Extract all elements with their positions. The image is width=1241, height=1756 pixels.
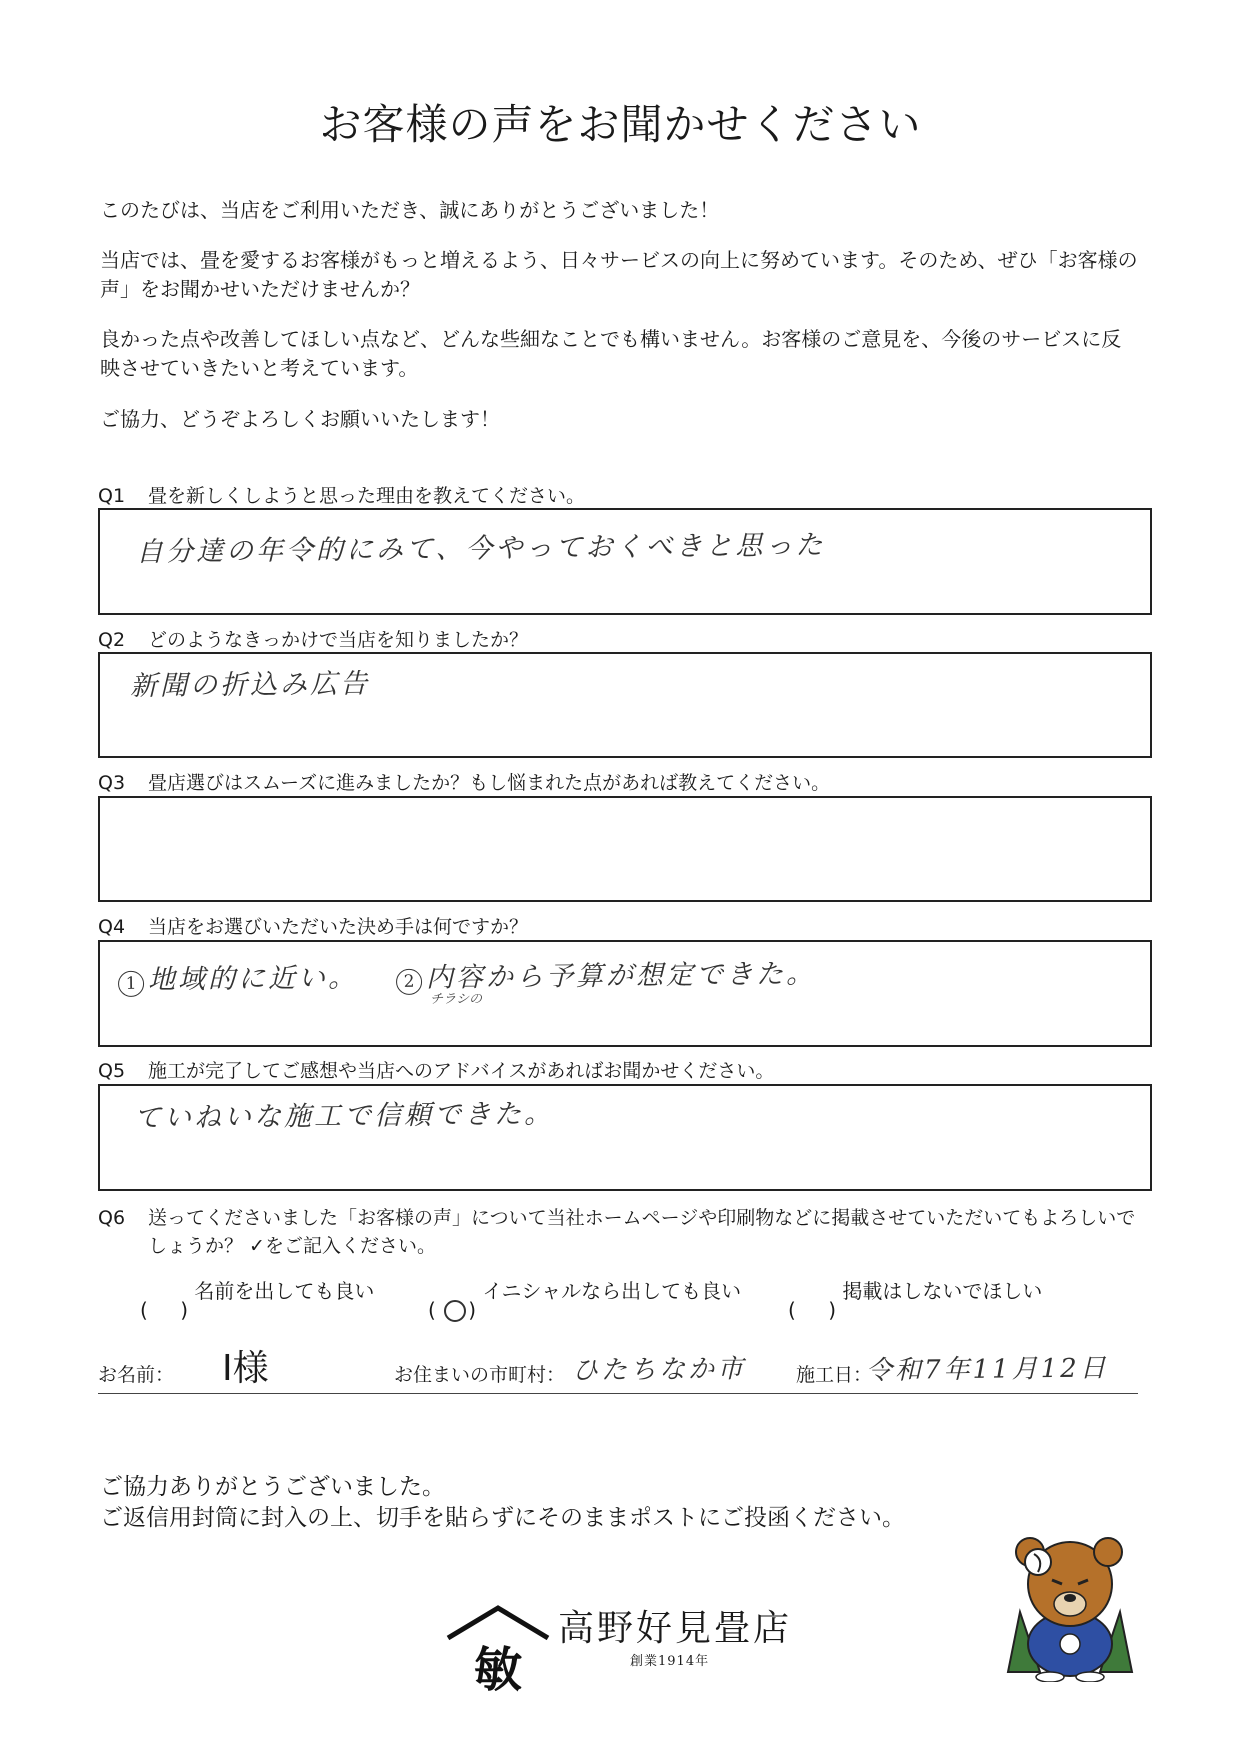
handwritten-answer-item-2: 2 内容から予算が想定できた。 — [396, 952, 816, 995]
handwritten-note: チラシの — [430, 992, 483, 1007]
page-title: お客様の声をお聞かせください — [319, 100, 922, 149]
circle-mark-icon — [444, 1300, 466, 1322]
circled-number: 2 — [396, 969, 422, 995]
question-number: Q3 — [98, 772, 126, 794]
circled-number: 1 — [118, 971, 144, 997]
question-number: Q6 — [98, 1207, 126, 1229]
handwritten-answer: 新聞の折込み広告 — [129, 668, 371, 702]
date-value[interactable]: 令和7年11月12日 — [865, 1353, 1109, 1386]
question-number: Q5 — [98, 1060, 126, 1082]
city-value[interactable]: ひたちなか市 — [571, 1354, 747, 1386]
name-label: お名前： — [98, 1364, 175, 1386]
shop-name: 高野好見畳店 — [558, 1608, 793, 1649]
question-text: どのようなきっかけで当店を知りましたか？ — [148, 629, 529, 651]
intro-paragraph-4: ご協力、どうぞよろしくお願いいたします！ — [100, 407, 500, 431]
name-value[interactable]: I様 — [222, 1348, 269, 1389]
closing-line-2: ご返信用封筒に封入の上、切手を貼らずにそのままポストにご投函ください。 — [100, 1505, 905, 1531]
question-6 — [98, 1204, 1158, 1260]
question-4 — [98, 912, 528, 939]
question-number: Q2 — [98, 629, 126, 651]
date-label: 施工日： — [796, 1364, 873, 1386]
question-text: 当店をお選びいただいた決め手は何ですか？ — [148, 916, 529, 938]
city-label: お住まいの市町村： — [394, 1364, 566, 1386]
question-number: Q1 — [98, 485, 126, 507]
consent-option-name[interactable]: ( ) 名前を出しても良い — [140, 1279, 375, 1322]
answer-box-3[interactable] — [98, 796, 1152, 902]
intro-paragraph-1: このたびは、当店をご利用いただき、誠にありがとうございました！ — [100, 198, 720, 222]
shop-logo-mark — [443, 1598, 553, 1698]
closing-message — [100, 1472, 905, 1534]
mascot-bear-illustration — [1000, 1532, 1140, 1682]
question-2 — [98, 625, 528, 652]
answer-box-1[interactable] — [98, 508, 1152, 615]
answer-box-4[interactable] — [98, 940, 1152, 1047]
handwritten-answer: ていねいな施工で信頼できた。 — [133, 1098, 555, 1134]
closing-line-1: ご協力ありがとうございました。 — [100, 1474, 445, 1500]
handwritten-answer-item-1: 1 地域的に近い。 — [118, 955, 358, 997]
question-text: 施工が完了してご感想や当店へのアドバイスがあればお聞かせください。 — [148, 1060, 775, 1082]
shop-founded: 創業1914年 — [630, 1654, 710, 1669]
handwritten-answer: 自分達の年令的にみて、今やっておくべきと思った — [135, 529, 826, 568]
question-text: 畳を新しくしようと思った理由を教えてください。 — [148, 485, 586, 507]
question-5 — [98, 1056, 774, 1083]
consent-option-initials[interactable]: ( ) イニシャルなら出しても良い — [428, 1279, 742, 1322]
answer-box-5[interactable] — [98, 1084, 1152, 1191]
logo-mark-glyph: 敏 — [473, 1642, 523, 1698]
answer-box-2[interactable] — [98, 652, 1152, 758]
question-text: 畳店選びはスムーズに進みましたか？もし悩まれた点があれば教えてください。 — [148, 772, 831, 794]
intro-paragraph-3: 良かった点や改善してほしい点など、どんな些細なことでも構いません。お客様のご意見を、今後のサービスに反映させていきたいと考えています。 — [100, 327, 1122, 380]
intro-paragraph-2: 当店では、畳を愛するお客様がもっと増えるよう、日々サービスの向上に努めています。そのため、ぜひ「お客様の声」をお聞かせいただけませんか？ — [100, 248, 1138, 301]
question-text: 送ってくださいました「お客様の声」について当社ホームページや印刷物などに掲載させていただいてもよろしいでしょうか？ ✓をご記入ください。 — [148, 1207, 1136, 1257]
signature-line — [98, 1393, 1138, 1394]
question-number: Q4 — [98, 916, 126, 938]
consent-option-no-publish[interactable]: ( ) 掲載はしないでほしい — [788, 1279, 1043, 1322]
question-1 — [98, 481, 585, 508]
question-3 — [98, 768, 830, 795]
